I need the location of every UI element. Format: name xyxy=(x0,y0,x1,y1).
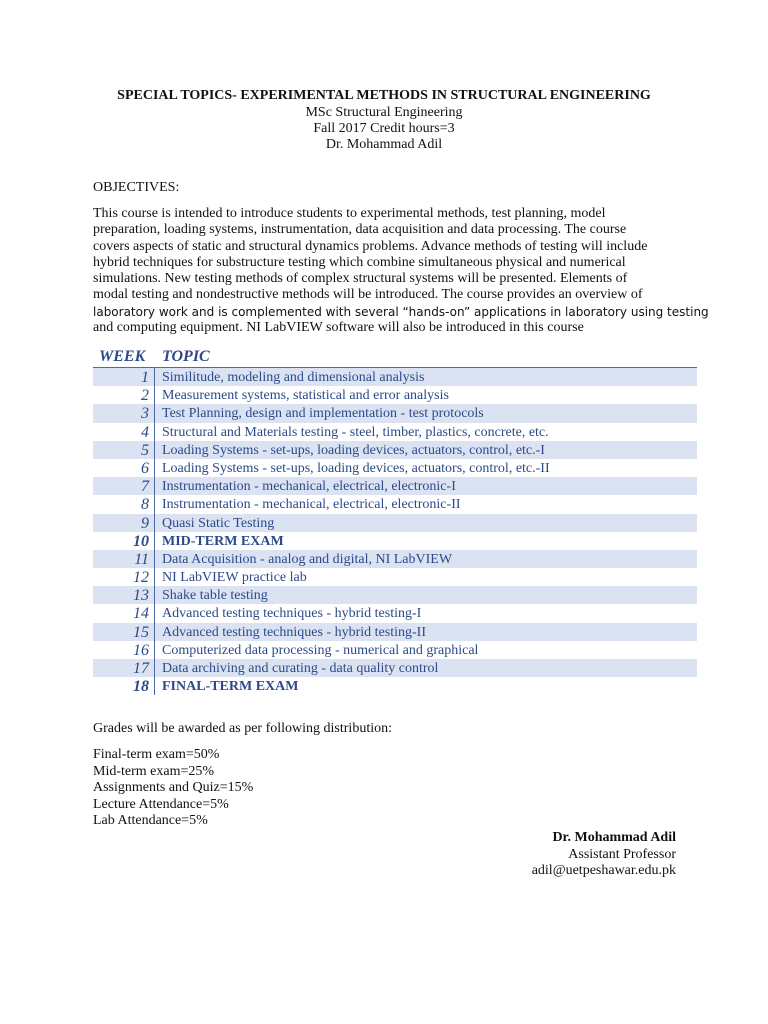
week-number: 1 xyxy=(141,369,149,386)
week-number: 18 xyxy=(133,678,149,696)
week-number: 10 xyxy=(133,532,149,550)
objectives-line: simulations. New testing methods of complex structural systems will be presented. Elements of xyxy=(93,271,628,287)
objectives-heading: OBJECTIVES: xyxy=(93,180,180,195)
column-divider xyxy=(154,514,155,532)
week-topic: Shake table testing xyxy=(162,588,268,604)
week-topic: Measurement systems, statistical and error analysis xyxy=(162,388,449,404)
week-topic: Quasi Static Testing xyxy=(162,515,275,531)
column-divider xyxy=(154,495,155,513)
week-topic: NI LabVIEW practice lab xyxy=(162,570,307,586)
objectives-line: This course is intended to introduce students to experimental methods, test planning, model xyxy=(93,206,606,221)
grades-intro: Grades will be awarded as per following distribution: xyxy=(93,721,392,736)
week-number: 4 xyxy=(141,423,149,441)
course-title: SPECIAL TOPICS- EXPERIMENTAL METHODS IN STRUCTURAL ENGINEERING xyxy=(117,88,651,103)
schedule-row xyxy=(93,586,697,604)
schedule-body xyxy=(93,368,697,695)
signature-name: Dr. Mohammad Adil xyxy=(552,830,676,845)
schedule-row xyxy=(93,514,697,532)
objectives-line: modal testing and nondestructive methods will be introduced. The course provides an overview of xyxy=(93,287,643,303)
schedule-row xyxy=(93,641,697,659)
week-number: 9 xyxy=(141,514,149,532)
week-number: 17 xyxy=(133,660,149,677)
schedule-row xyxy=(93,568,697,586)
column-divider xyxy=(154,386,155,404)
column-divider xyxy=(154,659,155,677)
column-divider xyxy=(154,623,155,641)
week-topic: Similitude, modeling and dimensional analysis xyxy=(162,370,425,385)
column-divider xyxy=(154,368,155,386)
schedule-row xyxy=(93,623,697,641)
schedule-row xyxy=(93,495,697,513)
week-topic: Structural and Materials testing - steel, timber, plastics, concrete, etc. xyxy=(162,424,549,440)
week-topic: MID-TERM EXAM xyxy=(162,533,284,549)
week-topic: Loading Systems - set-ups, loading devices, actuators, control, etc.-II xyxy=(162,460,550,476)
week-topic: Advanced testing techniques - hybrid testing-II xyxy=(162,624,426,640)
week-number: 8 xyxy=(141,496,149,514)
schedule-row xyxy=(93,477,697,495)
schedule-header-row xyxy=(93,347,697,368)
column-divider xyxy=(154,532,155,550)
week-topic: FINAL-TERM EXAM xyxy=(162,679,299,695)
schedule-row xyxy=(93,532,697,550)
schedule-row xyxy=(93,604,697,622)
column-divider xyxy=(154,641,155,659)
week-number: 14 xyxy=(133,605,149,623)
column-divider xyxy=(154,586,155,604)
instructor-name: Dr. Mohammad Adil xyxy=(325,137,443,152)
objectives-line: covers aspects of static and structural dynamics problems. Advance methods of testing will include xyxy=(93,238,648,254)
column-divider xyxy=(154,423,155,441)
week-topic: Advanced testing techniques - hybrid testing-I xyxy=(162,606,422,622)
program-name: MSc Structural Engineering xyxy=(305,105,463,120)
week-topic: Data Acquisition - analog and digital, NI LabVIEW xyxy=(162,551,453,567)
column-divider xyxy=(154,550,155,568)
term-credit-hours: Fall 2017 Credit hours=3 xyxy=(313,121,455,136)
column-divider xyxy=(154,568,155,586)
grade-item: Final-term exam=50% xyxy=(93,747,220,762)
week-number: 6 xyxy=(141,459,149,477)
schedule-row xyxy=(93,423,697,441)
objectives-line: preparation, loading systems, instrumentation, data acquisition and data processing. The course xyxy=(93,222,627,238)
objectives-line: and computing equipment. NI LabVIEW software will also be introduced in this course xyxy=(93,320,584,336)
objectives-paragraph xyxy=(93,206,709,336)
objectives-line: laboratory work and is complemented with several “hands-on” applications in laboratory using testing xyxy=(93,304,709,319)
schedule-row xyxy=(93,441,697,459)
column-divider xyxy=(154,477,155,495)
week-number: 3 xyxy=(141,405,149,423)
week-number: 2 xyxy=(141,387,149,405)
schedule-row xyxy=(93,659,697,677)
week-number: 7 xyxy=(141,478,149,496)
signature-email: adil@uetpeshawar.edu.pk xyxy=(531,863,676,878)
column-divider xyxy=(154,604,155,622)
schedule-row xyxy=(93,404,697,422)
week-topic: Test Planning, design and implementation - test protocols xyxy=(162,406,484,422)
week-column-header: WEEK xyxy=(99,348,146,365)
grade-item: Mid-term exam=25% xyxy=(93,763,215,779)
grade-item: Lab Attendance=5% xyxy=(93,813,208,828)
column-divider xyxy=(154,441,155,459)
topic-column-header: TOPIC xyxy=(162,348,210,365)
signature-position: Assistant Professor xyxy=(568,846,676,862)
week-topic: Instrumentation - mechanical, electrical, electronic-I xyxy=(162,479,456,495)
week-number: 5 xyxy=(141,441,149,459)
grade-distribution-list xyxy=(93,747,253,830)
week-topic: Instrumentation - mechanical, electrical, electronic-II xyxy=(162,497,461,513)
week-topic: Loading Systems - set-ups, loading devices, actuators, control, etc.-I xyxy=(162,442,545,458)
grade-item: Assignments and Quiz=15% xyxy=(93,780,254,795)
schedule-row xyxy=(93,550,697,568)
grade-item: Lecture Attendance=5% xyxy=(93,796,229,812)
week-topic: Computerized data processing - numerical and graphical xyxy=(162,642,479,658)
week-number: 11 xyxy=(134,550,149,568)
week-topic: Data archiving and curating - data quality control xyxy=(162,661,439,676)
schedule-row xyxy=(93,368,697,386)
week-number: 12 xyxy=(133,569,149,587)
schedule-row xyxy=(93,459,697,477)
column-divider xyxy=(154,677,155,695)
schedule-table xyxy=(93,347,697,695)
objectives-line: hybrid techniques for substructure testing which combine simultaneous physical and numerical xyxy=(93,254,626,270)
week-number: 15 xyxy=(133,623,149,641)
signature-block xyxy=(532,830,676,880)
schedule-row xyxy=(93,677,697,695)
column-divider xyxy=(154,459,155,477)
column-divider xyxy=(154,404,155,422)
schedule-row xyxy=(93,386,697,404)
week-number: 16 xyxy=(133,641,149,659)
week-number: 13 xyxy=(133,587,149,605)
